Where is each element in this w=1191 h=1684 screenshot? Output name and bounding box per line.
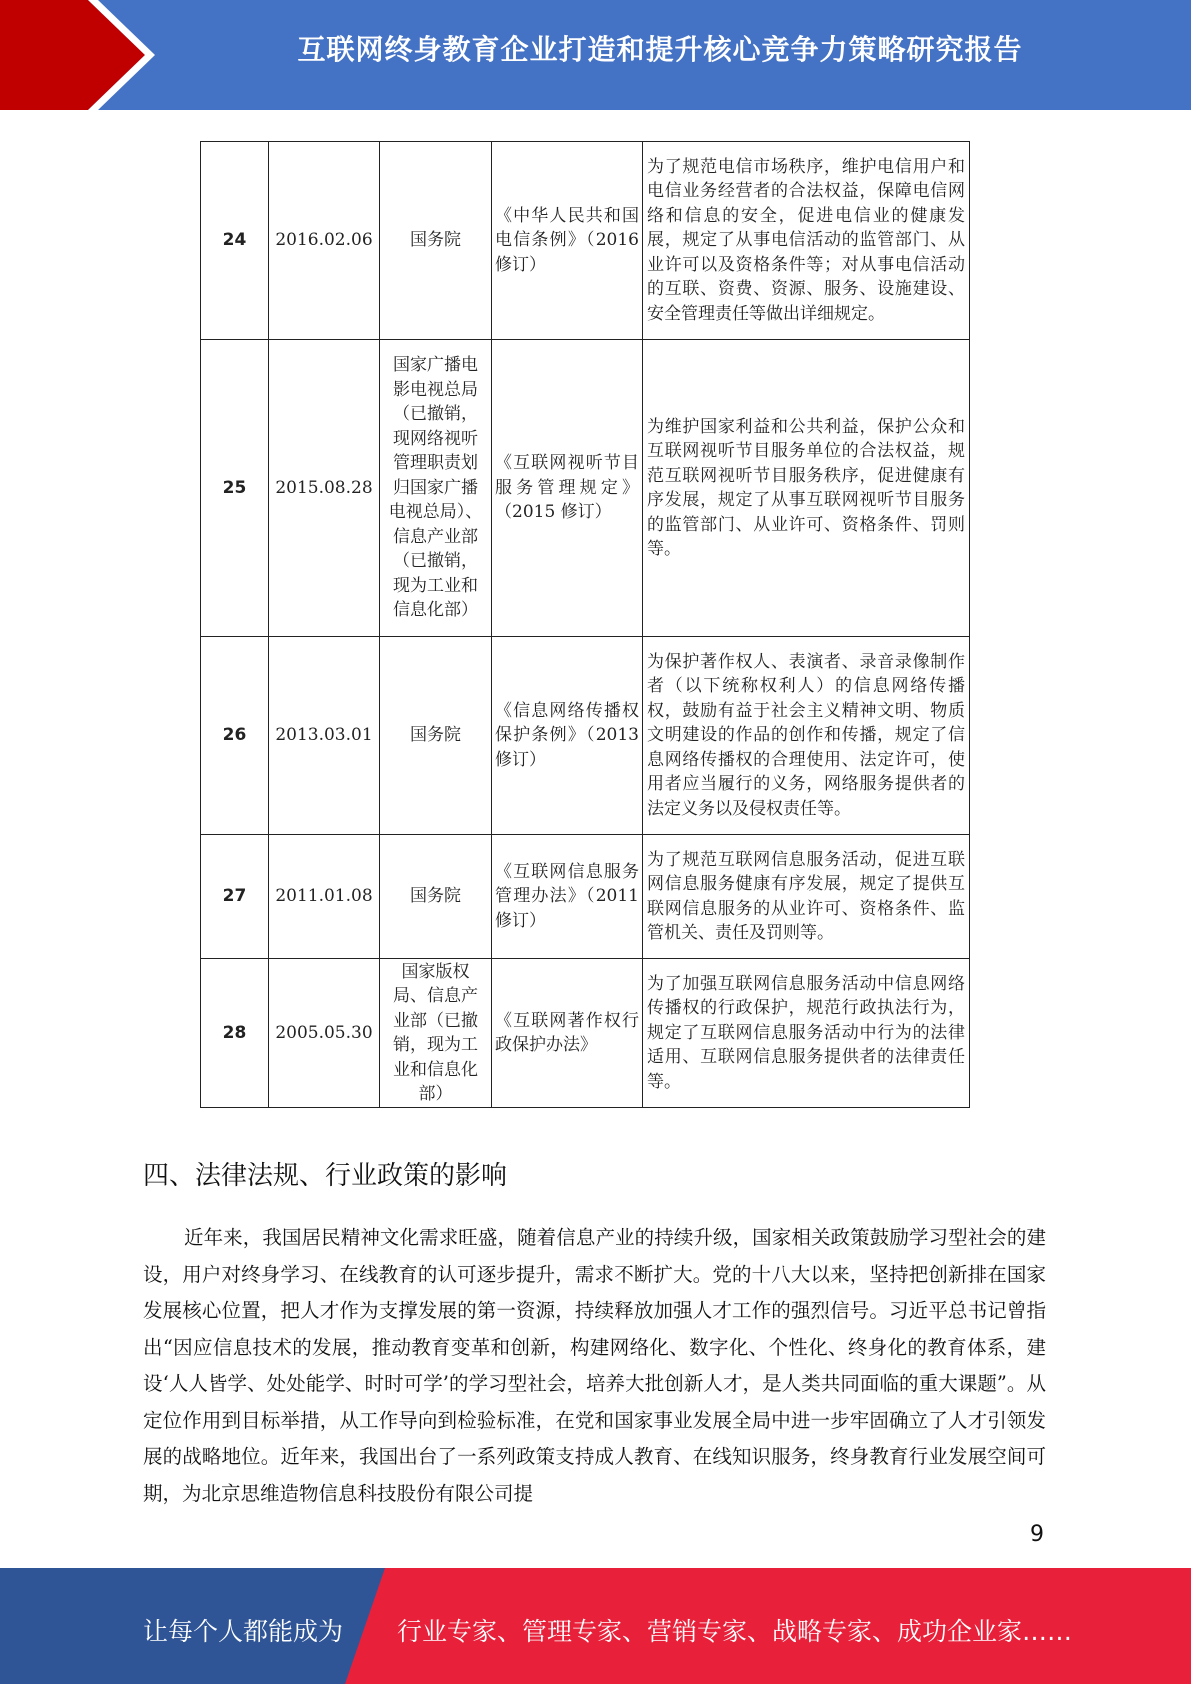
regulations-table (200, 141, 970, 1108)
row-description: 为了加强互联网信息服务活动中信息网络传播权的行政保护，规范行政执法行为，规定了互联网信息服务活动中行为的法律适用、互联网信息服务提供者的法律责任等。 (643, 959, 970, 1108)
row-regulation-name: 《互联网信息服务管理办法》（2011 修订） (492, 835, 643, 959)
table-row (201, 959, 970, 1108)
row-regulation-name: 《互联网视听节目服务管理规定》（2015 修订） (492, 340, 643, 637)
row-description: 为维护国家利益和公共利益，保护公众和互联网视听节目服务单位的合法权益，规范互联网视听节目服务秩序，促进健康有序发展，规定了从事互联网视听节目服务的监管部门、从业许可、资格条件、罚则等。 (643, 340, 970, 637)
row-date: 2016.02.06 (269, 142, 380, 340)
row-date: 2013.03.01 (269, 637, 380, 835)
row-description: 为了规范电信市场秩序，维护电信用户和电信业务经营者的合法权益，保障电信网络和信息的安全，促进电信业的健康发展，规定了从事电信活动的监管部门、从业许可以及资格条件等；对从事电信活动的互联、资费、资源、服务、设施建设、安全管理责任等做出详细规定。 (643, 142, 970, 340)
row-regulation-name: 《中华人民共和国电信条例》（2016 修订） (492, 142, 643, 340)
footer-slogan-left: 让每个人都能成为 (143, 1617, 344, 1646)
table-row (201, 637, 970, 835)
table-row (201, 835, 970, 959)
row-date: 2005.05.30 (269, 959, 380, 1108)
row-issuer: 国家广播电影电视总局（已撤销，现网络视听管理职责划归国家广播电视总局）、信息产业部（已撤销，现为工业和信息化部） (380, 340, 492, 637)
table-row (201, 142, 970, 340)
row-issuer: 国务院 (380, 835, 492, 959)
row-number: 26 (201, 637, 269, 835)
row-number: 27 (201, 835, 269, 959)
row-description: 为了规范互联网信息服务活动，促进互联网信息服务健康有序发展，规定了提供互联网信息服务的从业许可、资格条件、监管机关、责任及罚则等。 (643, 835, 970, 959)
row-regulation-name: 《信息网络传播权保护条例》（2013 修订） (492, 637, 643, 835)
row-number: 25 (201, 340, 269, 637)
row-date: 2011.01.08 (269, 835, 380, 959)
row-date: 2015.08.28 (269, 340, 380, 637)
page-number: 9 (1030, 1522, 1044, 1547)
row-issuer: 国务院 (380, 637, 492, 835)
row-issuer: 国务院 (380, 142, 492, 340)
table-row (201, 340, 970, 637)
footer-slogan-right: 行业专家、管理专家、营销专家、战略专家、成功企业家…… (397, 1617, 1073, 1646)
row-number: 24 (201, 142, 269, 340)
row-issuer: 国家版权局、信息产业部（已撤销，现为工业和信息化部） (380, 959, 492, 1108)
body-paragraph: 近年来，我国居民精神文化需求旺盛，随着信息产业的持续升级，国家相关政策鼓励学习型社会的建设，用户对终身学习、在线教育的认可逐步提升，需求不断扩大。党的十八大以来，坚持把创新排在国家发展核心位置，把人才作为支撑发展的第一资源，持续释放加强人才工作的强烈信号。习近平总书记曾指出“因应信息技术的发展，推动教育变革和创新，构建网络化、数字化、个性化、终身化的教育体系，建设‘人人皆学、处处能学、时时可学’的学习型社会，培养大批创新人才，是人类共同面临的重大课题”。从定位作用到目标举措，从工作导向到检验标准，在党和国家事业发展全局中进一步牢固确立了人才引领发展的战略地位。近年来，我国出台了一系列政策支持成人教育、在线知识服务，终身教育行业发展空间可期，为北京思维造物信息科技股份有限公司提 (143, 1226, 1046, 1505)
row-regulation-name: 《互联网著作权行政保护办法》 (492, 959, 643, 1108)
row-number: 28 (201, 959, 269, 1108)
section-heading: 四、法律法规、行业政策的影响 (143, 1161, 508, 1191)
header-title: 互联网终身教育企业打造和提升核心竞争力策略研究报告 (297, 33, 1023, 66)
row-description: 为保护著作权人、表演者、录音录像制作者（以下统称权利人）的信息网络传播权，鼓励有益于社会主义精神文明、物质文明建设的作品的创作和传播，规定了信息网络传播权的合理使用、法定许可，使用者应当履行的义务，网络服务提供者的法定义务以及侵权责任等。 (643, 637, 970, 835)
